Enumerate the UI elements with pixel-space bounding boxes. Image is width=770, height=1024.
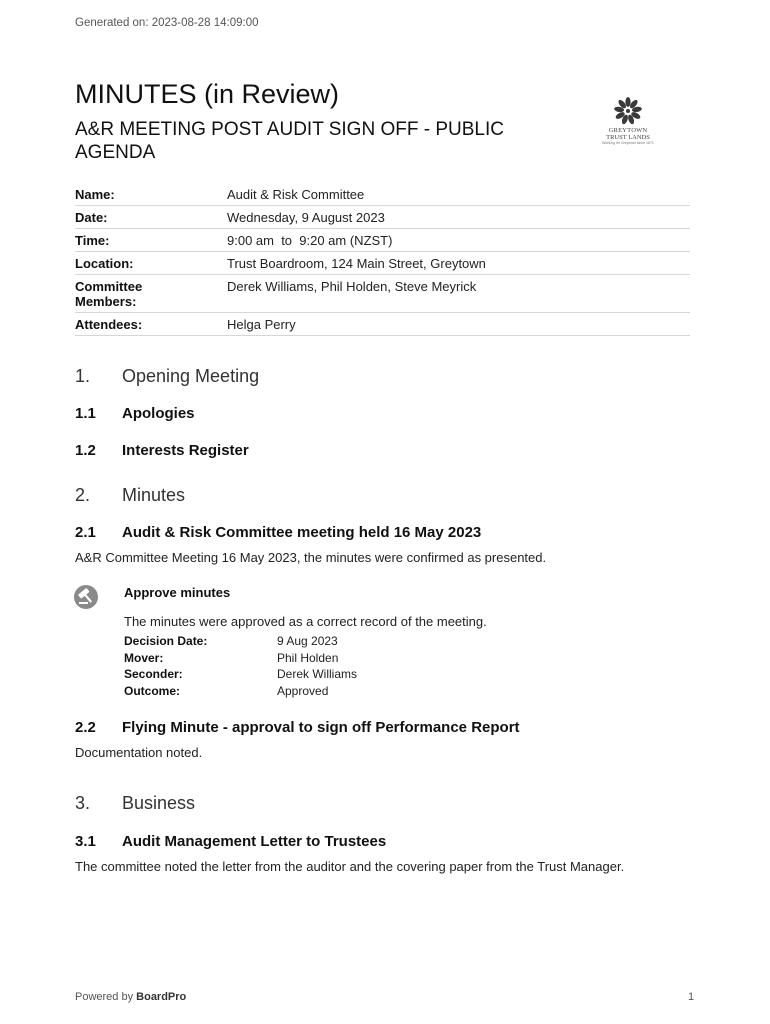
meta-value: Trust Boardroom, 124 Main Street, Greytown [227,252,690,275]
audit-letter-note-text: The committee noted the letter from the auditor and the covering paper from the Trust Manager. [75,859,625,874]
subsection-number: 1.2 [75,442,96,459]
subsection-title: Flying Minute - approval to sign off Performance Report [122,719,520,736]
section-heading-opening-meeting [75,366,695,388]
subsection-title: Audit & Risk Committee meeting held 16 May 2023 [122,524,482,541]
decision-key: Outcome: [124,683,181,698]
decision-row-mover [124,650,357,667]
meta-row-date [75,206,690,229]
logo-line1: GREYTOWN [608,127,648,134]
meta-row-location [75,252,690,275]
meta-key: Committee Members: [75,275,227,313]
section-heading-business [75,793,695,815]
subsection-number: 1.1 [75,405,96,422]
subsection-heading-flying-minute [75,719,695,741]
decision-value: Derek Williams [277,667,358,681]
meta-value: 9:00 am to 9:20 am (NZST) [227,229,690,252]
subsection-title: Apologies [122,405,195,422]
section-number: 3. [75,793,91,813]
meeting-details-table [75,183,690,336]
subsection-title: Audit Management Letter to Trustees [122,833,387,850]
meta-value: Derek Williams, Phil Holden, Steve Meyrick [227,275,690,313]
decision-value: Phil Holden [277,650,339,665]
subsection-title: Interests Register [122,442,249,459]
logo-tagline: Working for Greytown since 1871 [602,141,654,145]
subsection-heading-apologies [75,405,695,427]
page-subtitle: A&R MEETING POST AUDIT SIGN OFF - PUBLIC AGENDA [75,119,504,163]
decision-value: 9 Aug 2023 [277,634,338,648]
subsection-number: 2.1 [75,524,96,541]
motion-resolution-text: The minutes were approved as a correct record of the meeting. [124,614,487,629]
decision-row-seconder [124,666,357,683]
meta-key: Time: [75,229,227,252]
generated-timestamp: Generated on: 2023-08-28 14:09:00 [75,17,259,29]
powered-by-prefix: Powered by [75,991,134,1003]
documentation-noted-text: Documentation noted. [75,745,203,760]
greytown-trust-lands-logo [600,96,656,148]
decision-row-outcome [124,683,357,700]
subsection-heading-interests-register [75,442,695,464]
subsection-heading-audit-management-letter [75,833,695,855]
motion-title: Approve minutes [124,585,231,600]
minutes-confirmation-text: A&R Committee Meeting 16 May 2023, the minutes were confirmed as presented. [75,550,547,565]
meta-key: Name: [75,183,227,206]
decision-key: Mover: [124,650,164,665]
subsection-number: 3.1 [75,833,96,850]
meta-row-attendees [75,313,690,336]
boardpro-brand: BoardPro [136,991,187,1003]
section-title: Business [122,793,196,813]
subsection-heading-audit-risk-meeting [75,524,695,546]
meta-row-time [75,229,690,252]
section-title: Opening Meeting [122,366,260,386]
decision-key: Seconder: [124,667,183,681]
meta-key: Date: [75,206,227,229]
decision-value: Approved [277,683,329,698]
gavel-icon [73,584,99,610]
decision-row-date [124,633,357,650]
decision-key: Decision Date: [124,634,208,648]
section-title: Minutes [122,485,186,505]
meta-value: Helga Perry [227,313,690,336]
subsection-number: 2.2 [75,719,96,736]
page-title: MINUTES (in Review) [75,79,340,109]
flower-emblem-icon [600,96,656,128]
meta-value: Audit & Risk Committee [227,183,690,206]
section-heading-minutes [75,485,695,507]
footer-powered-by [75,991,186,1003]
meta-key: Attendees: [75,313,227,336]
meta-value: Wednesday, 9 August 2023 [227,206,690,229]
logo-line2: TRUST LANDS [606,134,650,141]
page-number: 1 [688,991,695,1003]
section-number: 1. [75,366,91,386]
meta-key: Location: [75,252,227,275]
meta-row-committee-members [75,275,690,313]
section-number: 2. [75,485,91,505]
meta-row-name [75,183,690,206]
decision-details-table [124,633,357,699]
